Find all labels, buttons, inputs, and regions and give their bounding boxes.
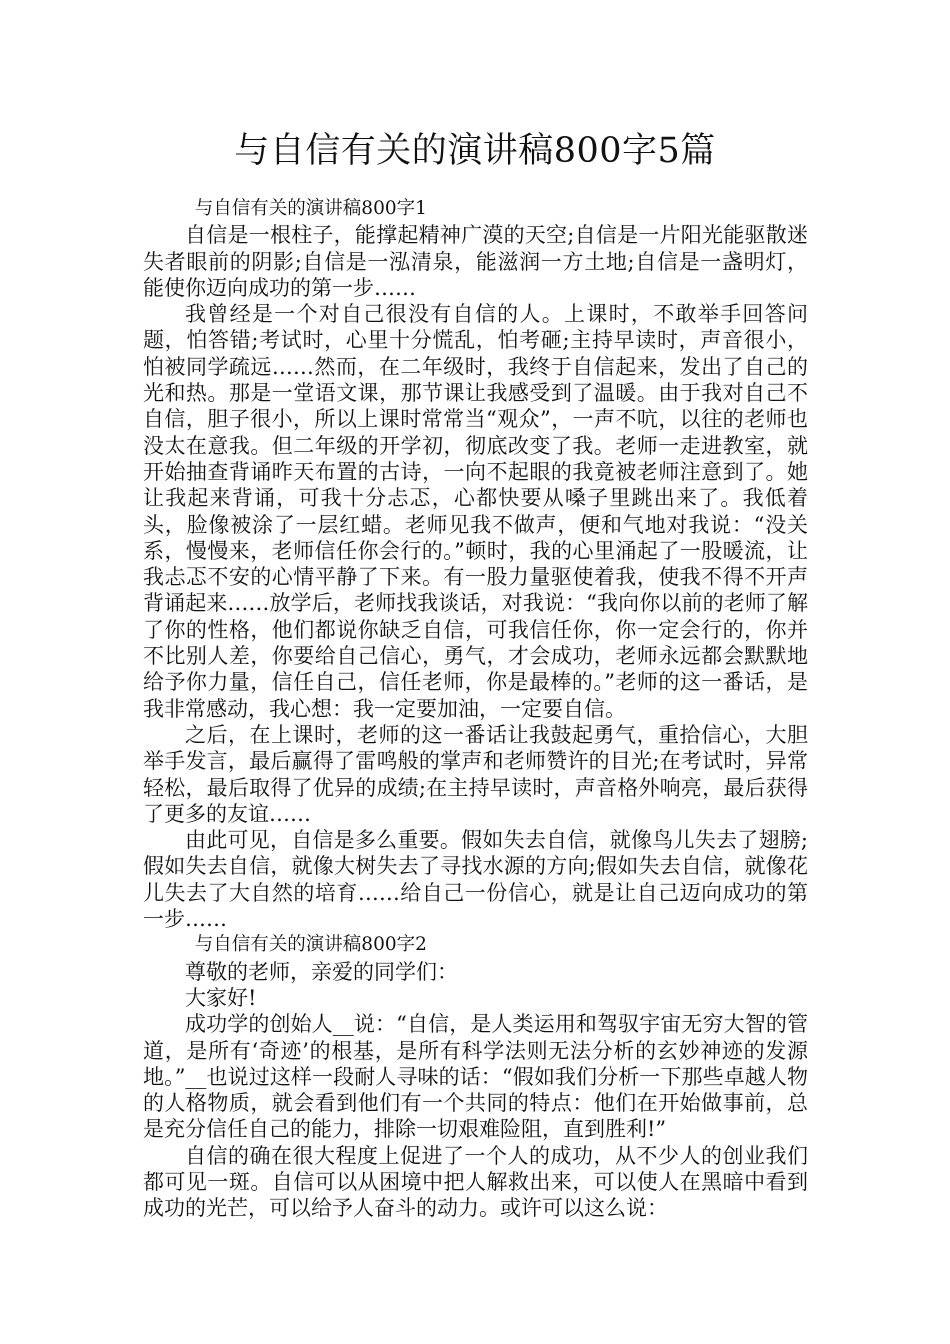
paragraph: 自信是一根柱子，能撑起精神广漠的天空;自信是一片阳光能驱散迷失者眼前的阴影;自信是一泓清泉，能滋润一方土地;自信是一盏明灯，能使你迈向成功的第一步…… bbox=[143, 223, 808, 300]
paragraph: 之后，在上课时，老师的这一番话让我鼓起勇气，重拾信心，大胆举手发言，最后赢得了雷鸣般的掌声和老师赞许的目光;在考试时，异常轻松，最后取得了优异的成绩;在主持早读时，声音格外响亮，最后获得了更多的友谊…… bbox=[143, 722, 808, 826]
paragraph: 成功学的创始人__说：“自信，是人类运用和驾驭宇宙无穷大智的管道，是所有‘奇迹’的根基，是所有科学法则无法分析的玄妙神迹的发源地。”__也说过这样一段耐人寻味的话：“假如我们分析一下那些卓越人物的人格物质，就会看到他们有一个共同的特点：他们在开始做事前，总是充分信任自己的能力，排除一切艰难险阻，直到胜利!” bbox=[143, 1012, 808, 1142]
paragraph: 大家好! bbox=[185, 985, 257, 1010]
paragraph: 尊敬的老师，亲爱的同学们： bbox=[185, 959, 458, 984]
section-heading: 与自信有关的演讲稿800字1 bbox=[194, 198, 427, 219]
document-body bbox=[143, 196, 808, 1222]
section-heading: 与自信有关的演讲稿800字2 bbox=[194, 934, 427, 956]
paragraph: 自信的确在很大程度上促进了一个人的成功，从不少人的创业我们都可见一斑。自信可以从困境中把人解救出来，可以使人在黑暗中看到成功的光芒，可以给予人奋斗的动力。或许可以这么说： bbox=[143, 1143, 808, 1221]
document-title: 与自信有关的演讲稿800字5篇 bbox=[234, 131, 716, 171]
paragraph: 我曾经是一个对自己很没有自信的人。上课时，不敢举手回答问题，怕答错;考试时，心里十分慌乱，怕考砸;主持早读时，声音很小，怕被同学疏远……然而，在二年级时，我终于自信起来，发出了自己的光和热。那是一堂语文课，那节课让我感受到了温暖。由于我对自己不自信，胆子很小，所以上课时常常当“观众”，一声不吭，以往的老师也没太在意我。但二年级的开学初，彻底改变了我。老师一走进教室，就开始抽查背诵昨天布置的古诗，一向不起眼的我竟被老师注意到了。她让我起来背诵，可我十分忐忑，心都快要从嗓子里跳出来了。我低着头，脸像被涂了一层红蜡。老师见我不做声，便和气地对我说：“没关系，慢慢来，老师信任你会行的。”顿时，我的心里涌起了一股暖流，让我忐忑不安的心情平静了下来。有一股力量驱使着我，使我不得不开声背诵起来……放学后，老师找我谈话，对我说：“我向你以前的老师了解了你的性格，他们都说你缺乏自信，可我信任你，你一定会行的，你并不比别人差，你要给自己信心，勇气，才会成功，老师永远都会默默地给予你力量，信任自己，信任老师，你是最棒的。”老师的这一番话，是我非常感动，我心想：我一定要加油，一定要自信。 bbox=[143, 302, 808, 721]
paragraph: 由此可见，自信是多么重要。假如失去自信，就像鸟儿失去了翅膀;假如失去自信，就像大树失去了寻找水源的方向;假如失去自信，就像花儿失去了大自然的培育……给自己一份信心，就是让自己迈向成功的第一步…… bbox=[143, 828, 808, 932]
